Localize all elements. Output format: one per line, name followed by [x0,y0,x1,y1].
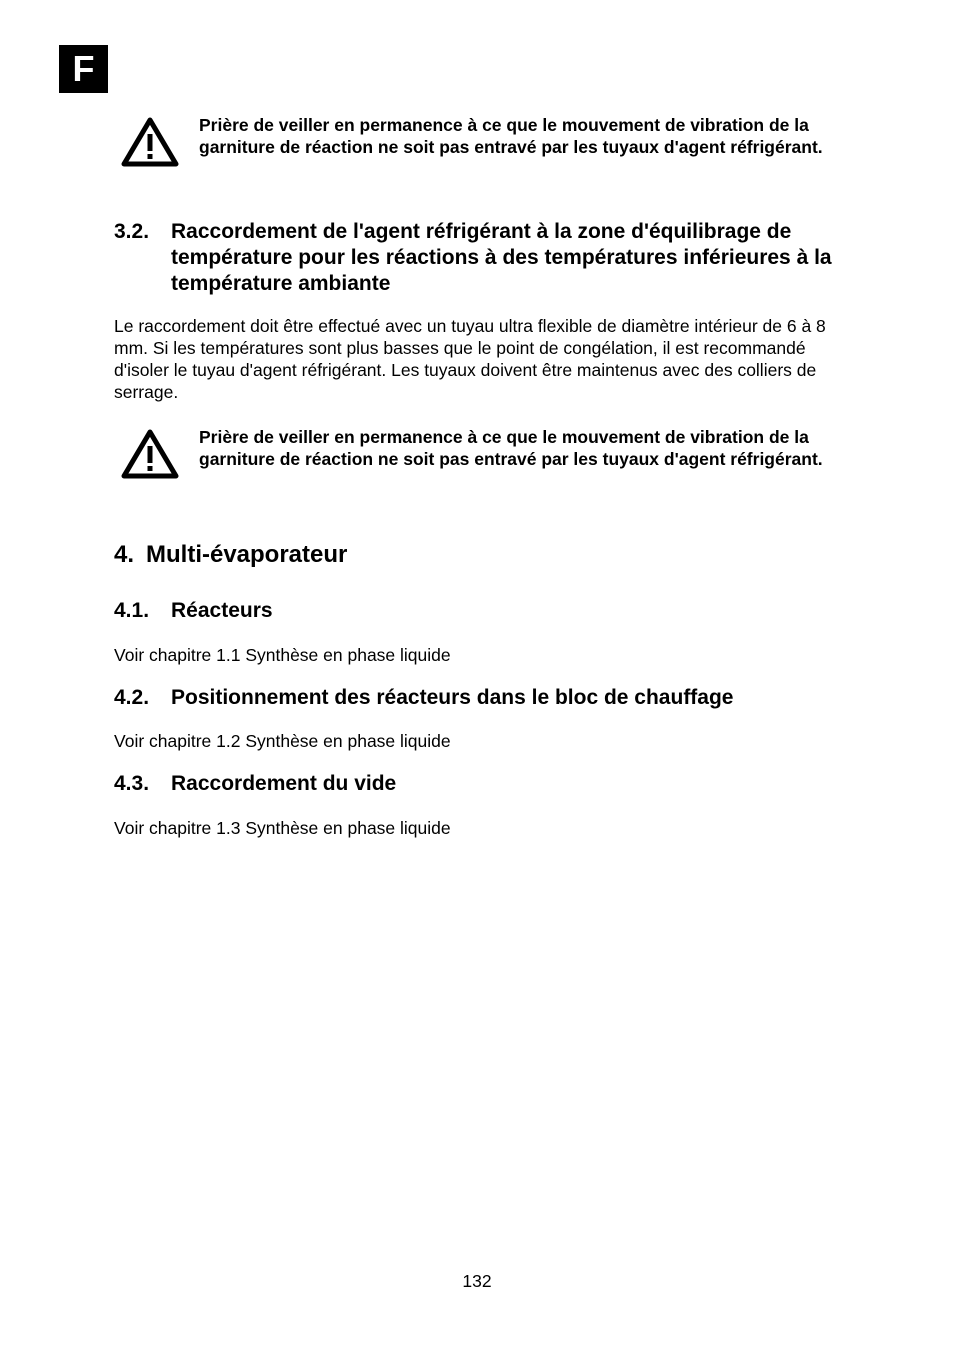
paragraph: Voir chapitre 1.2 Synthèse en phase liquide [114,731,451,751]
paragraph: Voir chapitre 1.3 Synthèse en phase liquide [114,818,451,838]
warning-text: Prière de veiller en permanence à ce que le mouvement de vibration de la garniture de réaction ne soit pas entravé par les tuyaux d'agent réfrigérant. [199,115,823,157]
section-number: 3.2. [114,220,150,243]
warning-block [121,114,841,167]
section-title: Positionnement des réacteurs dans le bloc de chauffage [171,686,734,709]
section-heading-4-3 [114,771,844,797]
chapter-title: Multi-évaporateur [146,541,348,568]
chapter-number: 4. [114,541,135,568]
warning-block [121,426,841,479]
warning-triangle-icon [121,117,179,167]
section-title: Raccordement de l'agent réfrigérant à la zone d'équilibrage de température pour les réactions à des températures inférieures à la température ambiante [171,220,832,295]
section-number: 4.2. [114,686,150,709]
section-number: 4.3. [114,772,150,795]
page-number: 132 [462,1271,492,1291]
warning-triangle-icon [121,429,179,479]
section-title: Raccordement du vide [171,772,397,795]
chapter-heading-4 [114,541,347,569]
section-heading-3-2 [114,219,844,297]
section-heading-4-1 [114,598,844,624]
paragraph: Le raccordement doit être effectué avec un tuyau ultra flexible de diamètre intérieur de 6 à 8 mm. Si les températures sont plus basses que le point de congélation, il est recommandé d'isoler le tuyau d'agent réfrigérant. Les tuyaux doivent être maintenus avec des colliers de serrage. [114,316,826,402]
warning-text: Prière de veiller en permanence à ce que le mouvement de vibration de la garniture de réaction ne soit pas entravé par les tuyaux d'agent réfrigérant. [199,427,823,469]
section-heading-4-2 [114,685,844,711]
section-title: Réacteurs [171,599,273,622]
language-badge: F [59,45,108,93]
paragraph: Voir chapitre 1.1 Synthèse en phase liquide [114,645,451,665]
section-number: 4.1. [114,599,150,622]
